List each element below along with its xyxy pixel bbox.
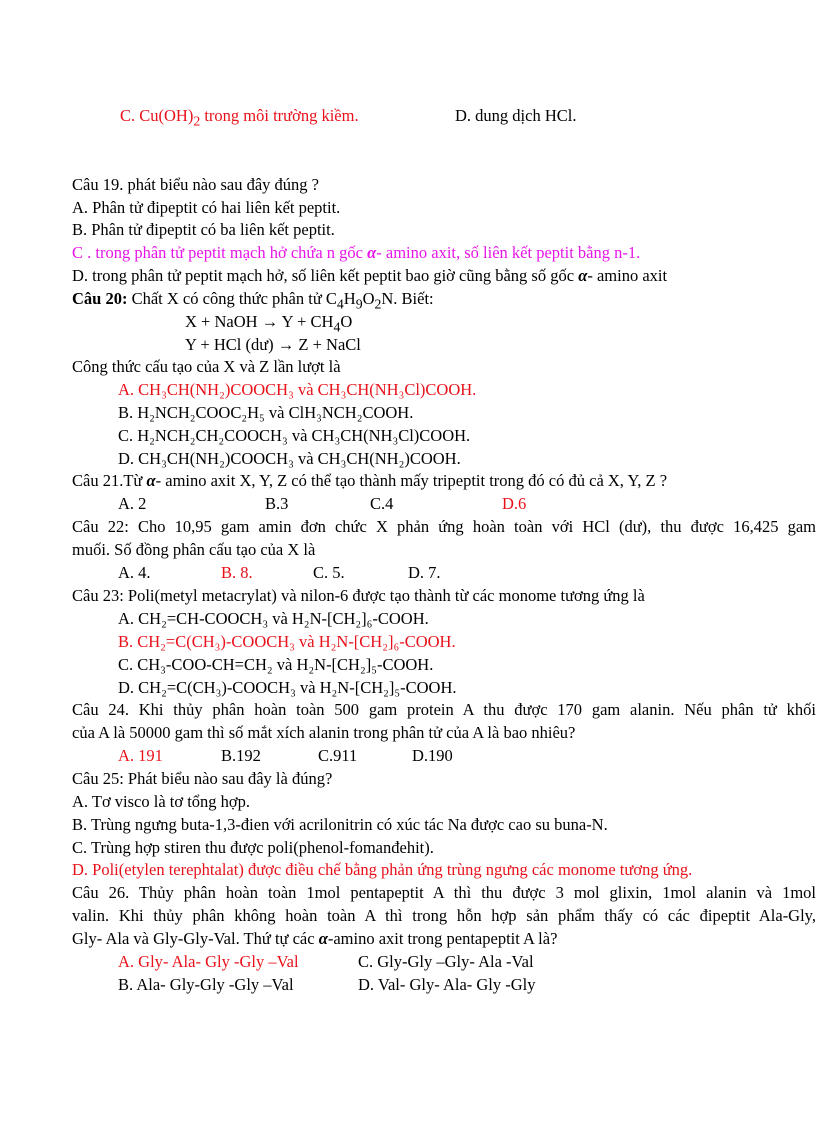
q23-option-c: C. CH₃-COO-CH=CH₂ và H₂N-[CH₂]₅-COOH. [118, 655, 434, 674]
q25-option-c: C. Trùng hợp stiren thu được poli(phenol-fomanđehit). [72, 838, 434, 857]
q25-option-a: A. Tơ visco là tơ tổng hợp. [72, 792, 251, 811]
q25-option-d: D. Poli(etylen terephtalat) được điều chế bằng phản ứng trùng ngưng các monome tương ứng. [72, 860, 693, 879]
q24-option-d: D.190 [412, 746, 453, 765]
q22-option-a: A. 4. [118, 563, 151, 582]
q24-stem-line1: Câu 24. Khi thủy phân hoàn toàn 500 gam protein A thu được 170 gam alanin. Nếu phân tử khối [72, 700, 816, 719]
q22-stem-line1: Câu 22: Cho 10,95 gam amin đơn chức X phản ứng hoàn toàn với HCl (dư), thu được 16,425 gam [72, 517, 816, 536]
q22-option-c: C. 5. [313, 563, 345, 582]
q20-option-a: A. CH₃CH(NH₂)COOCH₃ và CH₃CH(NH₃Cl)COOH. [118, 380, 477, 399]
alpha-symbol: α [578, 266, 588, 285]
q22-option-d: D. 7. [408, 563, 441, 582]
q21-option-a: A. 2 [118, 494, 147, 513]
q26-stem-line2: valin. Khi thủy phân không hoàn toàn A thì trong hỗn hợp sản phẩm thấy có các đipeptit Ala-Gly, [72, 906, 816, 925]
q25-option-b: B. Trùng ngưng buta-1,3-đien với acrilonitrin có xúc tác Na được cao su buna-N. [72, 815, 608, 834]
q22-option-b: B. 8. [221, 563, 253, 582]
q26-stem-line3: Gly- Ala và Gly-Gly-Val. Thứ tự các α-amino axit trong pentapeptit A là? [72, 929, 558, 948]
q22-stem-line2: muối. Số đồng phân cấu tạo của X là [72, 540, 316, 559]
q23-option-b: B. CH₂=C(CH₃)-COOCH₃ và H₂N-[CH₂]₆-COOH. [118, 632, 456, 651]
q21-option-d: D.6 [502, 494, 527, 513]
q20-equation-2: Y + HCl (dư) → Z + NaCl [185, 335, 361, 354]
q19-option-d: D. trong phân tử peptit mạch hở, số liên kết peptit bao giờ cũng bằng số gốc α- amino axit [72, 266, 668, 285]
top-option-d: D. dung dịch HCl. [455, 106, 577, 125]
q24-stem-line2: của A là 50000 gam thì số mắt xích alanin trong phân tử của A là bao nhiêu? [72, 723, 576, 742]
q19-option-c: C . trong phân tử peptit mạch hở chứa n gốc α- amino axit, số liên kết peptit bằng n-1. [72, 243, 641, 262]
q21-stem: Câu 21.Từ α- amino axit X, Y, Z có thể tạo thành mấy tripeptit trong đó có đủ cả X, Y, Z ? [72, 471, 668, 490]
q25-stem: Câu 25: Phát biểu nào sau đây là đúng? [72, 769, 333, 788]
q26-option-a: A. Gly- Ala- Gly -Gly –Val [118, 952, 299, 971]
q26-option-d: D. Val- Gly- Ala- Gly -Gly [358, 975, 536, 994]
q23-option-d: D. CH₂=C(CH₃)-COOCH₃ và H₂N-[CH₂]₅-COOH. [118, 678, 457, 697]
alpha-symbol: α [318, 929, 328, 948]
q20-option-d: D. CH₃CH(NH₂)COOCH₃ và CH₃CH(NH₂)COOH. [118, 449, 461, 468]
q24-option-c: C.911 [318, 746, 358, 765]
q19-option-b: B. Phân tử đipeptit có ba liên kết peptit. [72, 220, 335, 239]
q24-option-a: A. 191 [118, 746, 163, 765]
q26-option-c: C. Gly-Gly –Gly- Ala -Val [358, 952, 534, 971]
q20-equation-1: X + NaOH → $Y + CH_4O$ [185, 312, 353, 335]
q26-stem-line1: Câu 26. Thủy phân hoàn toàn 1mol pentapeptit A thì thu được 3 mol glixin, 1mol alanin và 1mol [72, 883, 816, 902]
q23-stem: Câu 23: Poli(metyl metacrylat) và nilon-6 được tạo thành từ các monome tương ứng là [72, 586, 645, 605]
q23-option-a: A. CH₂=CH-COOCH₃ và H₂N-[CH₂]₆-COOH. [118, 609, 429, 628]
top-option-c: C. $Cu(OH)_2$ trong môi trường kiềm. [120, 106, 359, 129]
q24-option-b: B.192 [221, 746, 261, 765]
q20-option-c: C. H₂NCH₂CH₂COOCH₃ và CH₃CH(NH₃Cl)COOH. [118, 426, 471, 445]
q19-option-a: A. Phân tử đipeptit có hai liên kết peptit. [72, 198, 341, 217]
q21-option-b: B.3 [265, 494, 289, 513]
q26-option-b: B. Ala- Gly-Gly -Gly –Val [118, 975, 294, 994]
alpha-symbol: α [146, 471, 156, 490]
q20-stem: Câu 20: Chất X có công thức phân tử $C_4H_9O_2N$. Biết: [72, 289, 434, 312]
q19-stem: Câu 19. phát biểu nào sau đây đúng ? [72, 175, 319, 194]
alpha-symbol: α [367, 243, 377, 262]
q21-option-c: C.4 [370, 494, 394, 513]
q20-option-b: B. H₂NCH₂COOC₂H₅ và ClH₃NCH₂COOH. [118, 403, 414, 422]
q20-question: Công thức cấu tạo của X và Z lần lượt là [72, 357, 341, 376]
